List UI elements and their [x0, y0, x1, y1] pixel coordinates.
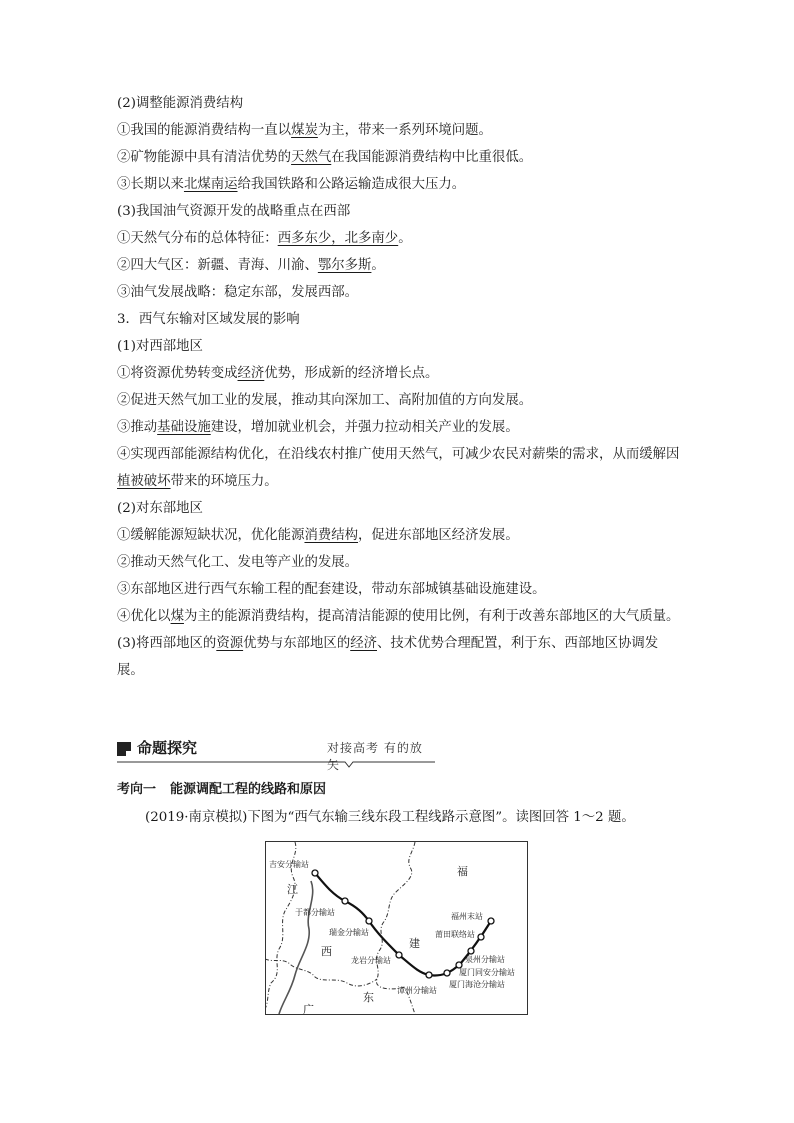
text-line: ②促进天然气加工业的发展，推动其向深加工、高附加值的方向发展。: [117, 393, 533, 408]
text-line: ①将资源优势转变成经济优势，形成新的经济增长点。: [117, 366, 439, 381]
station-zhangzhou: [426, 972, 432, 978]
subheading-west-strategy: (3)我国油气资源开发的战略重点在西部: [117, 204, 351, 219]
station-ji-an: [312, 870, 318, 876]
subheading-consumption: (2)调整能源消费结构: [117, 96, 244, 111]
text-line: ②推动天然气化工、发电等产业的发展。: [117, 555, 359, 570]
region-label: 广: [303, 1003, 314, 1015]
pipeline-map: [265, 841, 528, 1015]
station-label: 厦门海沧分输站: [449, 980, 505, 989]
station-label: 吉安分输站: [269, 860, 309, 869]
text-line: ③油气发展战略：稳定东部，发展西部。: [117, 285, 359, 300]
section-rule: [117, 760, 435, 768]
kaoxiang-text: 能源调配工程的线路和原因: [170, 782, 327, 797]
text-line: ①天然气分布的总体特征：西多东少，北多南少。: [117, 231, 412, 246]
station-putian: [478, 934, 484, 940]
text-line: ④优化以煤为主的能源消费结构，提高清洁能源的使用比例，有利于改善东部地区的大气质量。: [117, 609, 680, 624]
notes-body: [117, 90, 682, 684]
section-tagline: 对接高考 有的放矢: [327, 741, 423, 772]
subheading-west: (1)对西部地区: [117, 339, 203, 354]
text-line: ①我国的能源消费结构一直以煤炭为主，带来一系列环境问题。: [117, 123, 492, 138]
text-line: ①缓解能源短缺状况，优化能源消费结构，促进东部地区经济发展。: [117, 528, 519, 543]
station-label: 福州末站: [451, 912, 483, 921]
station-label: 漳州分输站: [397, 986, 437, 995]
section-title: 命题探究: [137, 739, 198, 757]
subheading-east: (2)对东部地区: [117, 501, 203, 516]
kaoxiang-line: [117, 780, 326, 800]
station-label: 莆田联络站: [435, 930, 475, 939]
region-label: 建: [409, 937, 420, 950]
text-line: ②四大气区：新疆、青海、川渝、鄂尔多斯。: [117, 258, 385, 273]
region-label: 福: [457, 865, 468, 878]
station-label: 泉州分输站: [465, 955, 505, 964]
text-line: ③东部地区进行西气东输工程的配套建设，带动东部城镇基础设施建设。: [117, 582, 546, 597]
text-line: ④实现西部能源结构优化，在沿线农村推广使用天然气，可减少农民对薪柴的需求，从而缓解因植被破坏带来的环境压力。: [117, 447, 680, 489]
station-xiamen-haicang: [444, 970, 450, 976]
kaoxiang-label: 考向一: [117, 782, 157, 797]
text-line: ②矿物能源中具有清洁优势的天然气在我国能源消费结构中比重很低。: [117, 150, 533, 165]
region-label: 东: [363, 991, 374, 1004]
text-line: ③长期以来北煤南运给我国铁路和公路运输造成很大压力。: [117, 177, 466, 192]
region-label: 西: [321, 945, 332, 958]
station-longyan: [396, 952, 402, 958]
section-square-icon: [117, 742, 131, 756]
station-label: 瑞金分输站: [329, 928, 369, 937]
station-label: 于都分输站: [295, 908, 335, 917]
text-line: (3)将西部地区的资源优势与东部地区的经济、技术优势合理配置，利于东、西部地区协调发展。: [117, 636, 659, 678]
station-label: 龙岩分输站: [351, 956, 391, 965]
station-yudu: [342, 898, 348, 904]
station-quanzhou: [468, 948, 474, 954]
question-text: (2019·南京模拟)下图为“西气东输三线东段工程线路示意图”。读图回答 1～2 题。: [145, 810, 635, 825]
section-header: [117, 738, 435, 772]
station-fuzhou: [488, 918, 494, 924]
heading-impact: 3．西气东输对区域发展的影响: [117, 312, 300, 327]
region-label: 江: [287, 883, 298, 896]
text-line: ③推动基础设施建设，增加就业机会，并强力拉动相关产业的发展。: [117, 420, 519, 435]
station-label: 厦门同安分输站: [459, 968, 515, 977]
station-ruijin: [366, 918, 372, 924]
